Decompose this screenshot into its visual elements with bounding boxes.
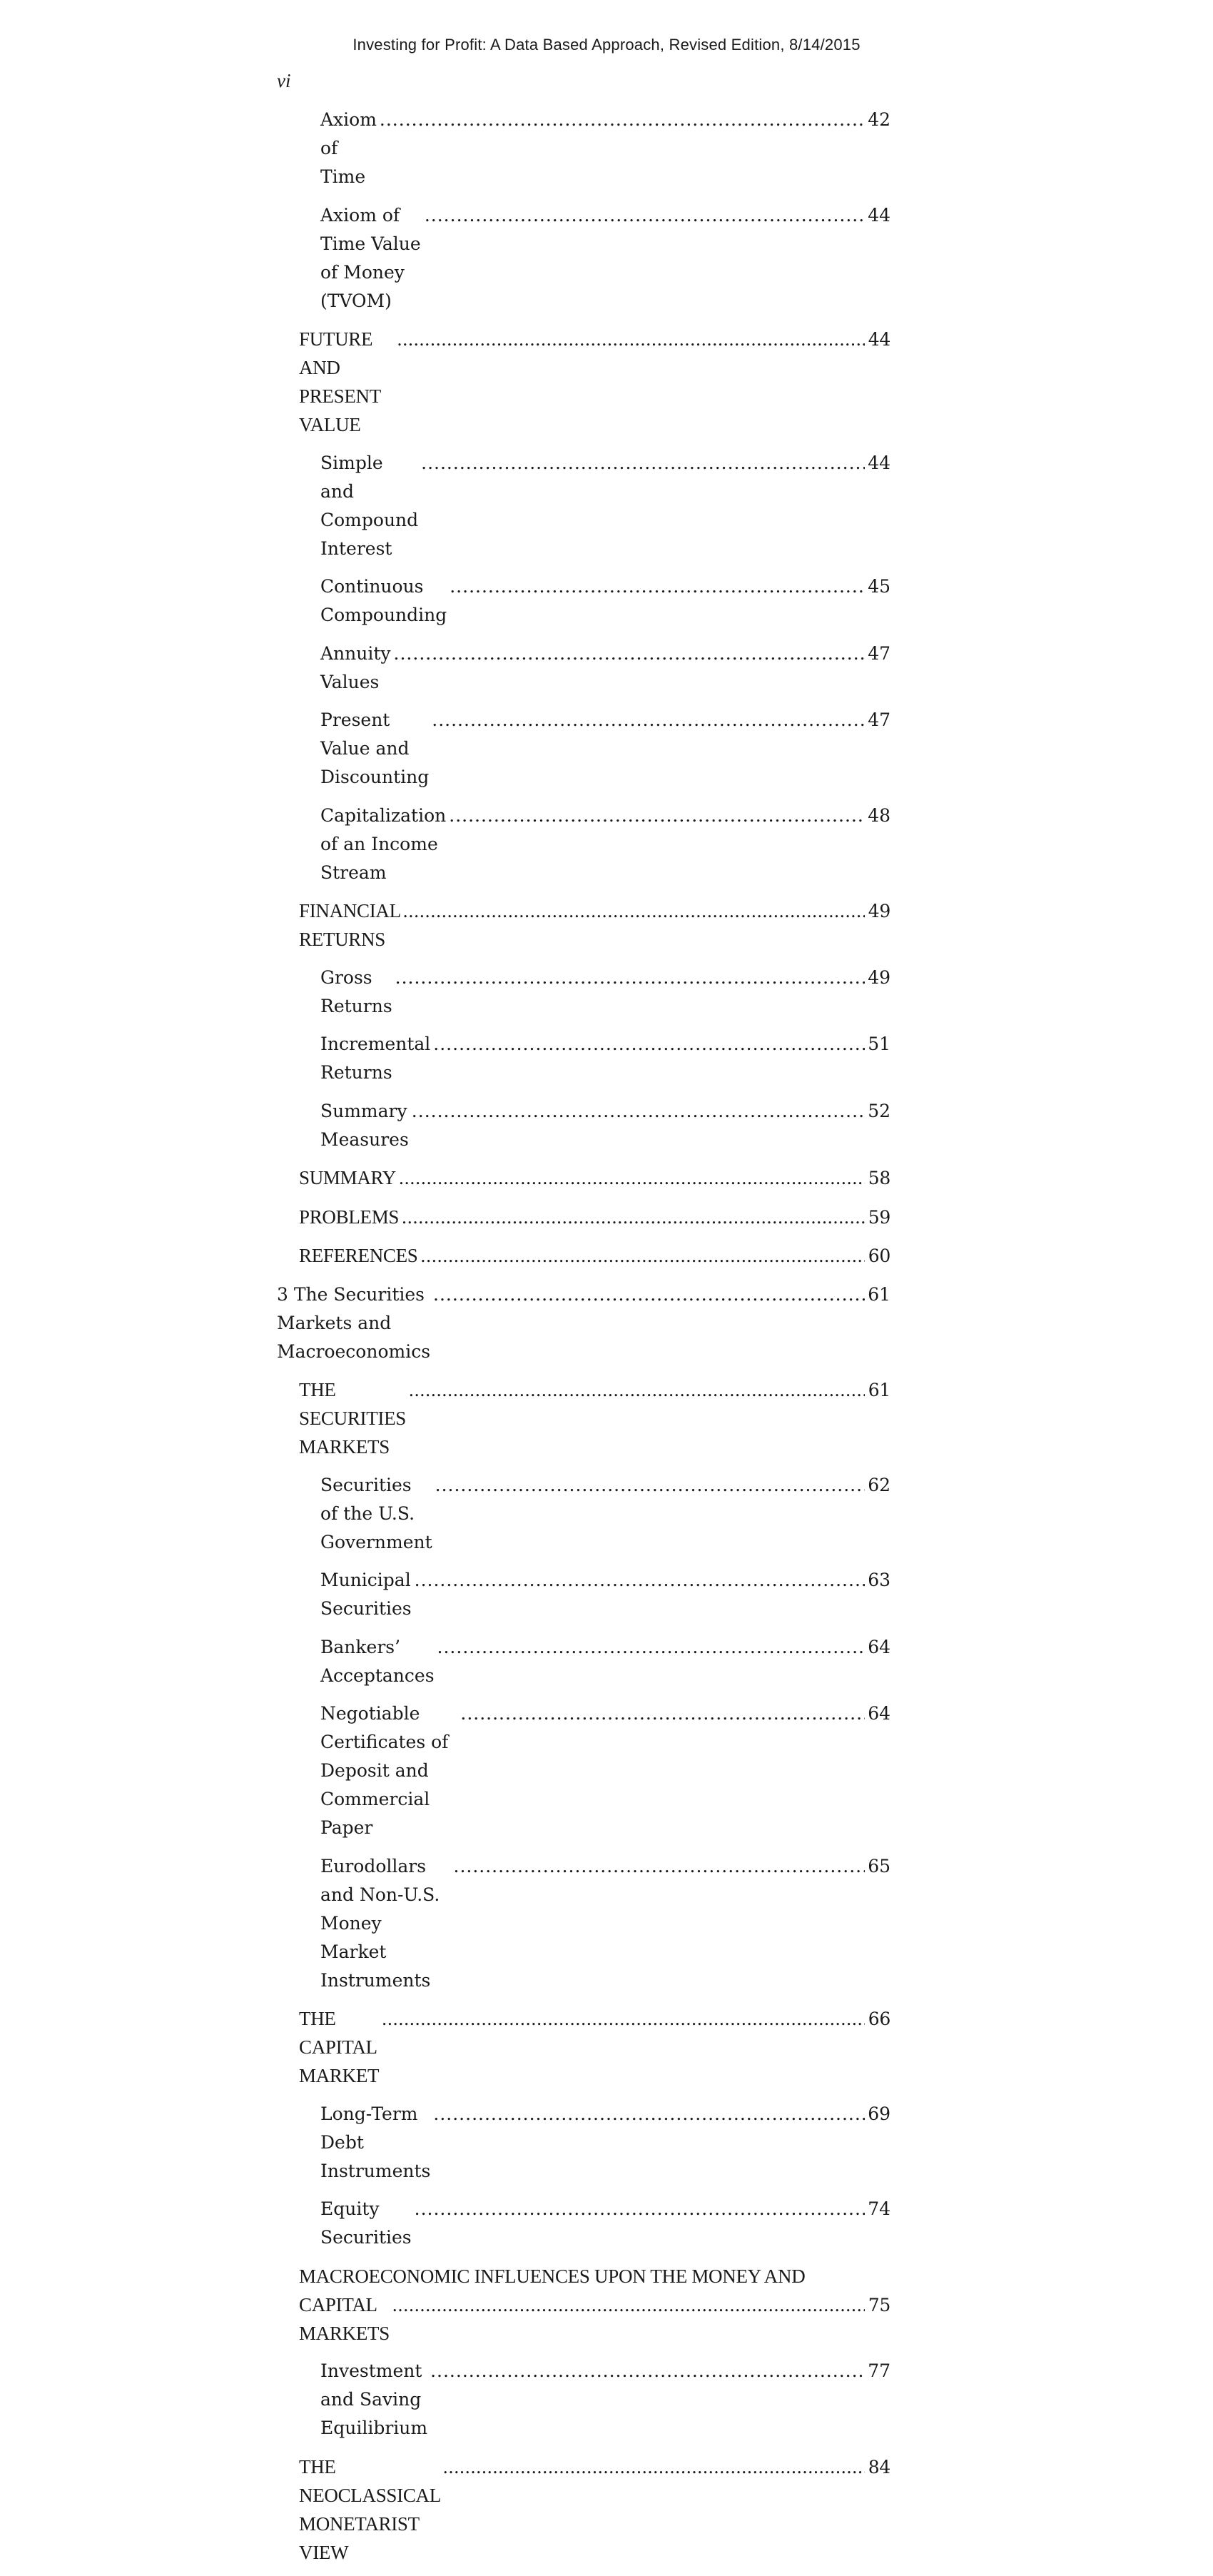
toc-entry-page: 48 [868, 804, 890, 826]
toc-entry[interactable] [277, 1163, 890, 1193]
toc-entry[interactable] [277, 1699, 890, 1842]
toc-entry[interactable] [277, 449, 890, 563]
dot-leader [395, 964, 865, 992]
toc-entry-page: 44 [868, 452, 890, 473]
toc-entry[interactable] [277, 1241, 890, 1271]
toc-entry-title: Axiom of Time [320, 109, 377, 187]
dot-leader [380, 106, 865, 134]
toc-entry-title: Investment and Saving Equilibrium [320, 2360, 428, 2438]
toc-entry[interactable] [277, 896, 890, 954]
toc-entry[interactable] [277, 2100, 890, 2186]
toc-entry-title: THE NEOCLASSICAL MONETARIST VIEW [299, 2455, 440, 2563]
toc-entry-page: 42 [868, 109, 890, 130]
toc-entry-title: SUMMARY [299, 1167, 396, 1188]
toc-entry-title: Municipal Securities [320, 1570, 412, 1619]
toc-entry[interactable] [277, 706, 890, 792]
dot-leader [421, 1241, 865, 1270]
dot-leader [433, 2100, 865, 2128]
dot-leader [402, 1203, 865, 1231]
toc-entry-title: Continuous Compounding [320, 576, 447, 625]
toc-entry-title: Negotiable Certificates of Deposit and Commercial Paper [320, 1703, 449, 1838]
toc-entry-page: 61 [868, 1283, 890, 1305]
toc-entry-title: PROBLEMS [299, 1206, 400, 1228]
dot-leader [421, 449, 865, 478]
toc-entry-page: 58 [868, 1168, 890, 1188]
toc-entry-title: Eurodollars and Non-U.S. Money Market Instruments [320, 1855, 440, 1991]
toc-entry-page: 84 [868, 2456, 890, 2477]
dot-leader [433, 1281, 865, 1309]
toc-entry[interactable] [277, 1097, 890, 1154]
toc-entry-title: Summary Measures [320, 1100, 409, 1150]
dot-leader [412, 1097, 865, 1126]
dot-leader [382, 2004, 865, 2033]
toc-entry[interactable] [277, 2004, 890, 2090]
toc-entry[interactable] [277, 1375, 890, 1461]
toc-entry-title: Simple and Compound Interest [320, 452, 419, 559]
toc-entry-title: Bankers’ Acceptances [320, 1636, 435, 1686]
toc-entry[interactable] [277, 964, 890, 1021]
toc-entry-page: 47 [868, 709, 890, 730]
toc-entry-page: 44 [868, 329, 890, 350]
dot-leader [409, 1375, 865, 1404]
toc-entry-page: 44 [868, 204, 890, 226]
toc-entry[interactable] [277, 106, 890, 191]
toc-entry-page: 66 [868, 2009, 890, 2029]
toc-entry-page: 51 [868, 1034, 890, 1054]
toc-entry[interactable] [277, 572, 890, 630]
toc-entry-title: FINANCIAL RETURNS [299, 900, 400, 950]
toc-entry[interactable] [277, 1633, 890, 1690]
toc-entry[interactable] [277, 2453, 890, 2567]
running-header: Investing for Profit: A Data Based Approach, Revised Edition, 8/14/2015 [352, 36, 861, 54]
table-of-contents [277, 106, 890, 2576]
toc-entry-page: 49 [868, 901, 890, 921]
toc-entry[interactable] [277, 1030, 890, 1087]
toc-entry-page: 47 [868, 642, 890, 664]
toc-entry-page: 49 [868, 966, 890, 988]
toc-entry-page: 63 [868, 1570, 890, 1590]
dot-leader [432, 706, 865, 734]
toc-entry-page: 74 [868, 2198, 890, 2219]
toc-entry-title: Incremental Returns [320, 1034, 431, 1083]
dot-leader [443, 2453, 865, 2481]
page-number: vi [277, 70, 291, 91]
toc-entry[interactable] [277, 802, 890, 887]
dot-leader [394, 640, 865, 668]
toc-entry[interactable] [277, 1471, 890, 1557]
toc-entry[interactable] [277, 1852, 890, 1995]
toc-entry-page: 52 [868, 1100, 890, 1121]
toc-entry-title: CAPITAL MARKETS [299, 2293, 390, 2344]
toc-entry[interactable] [277, 2195, 890, 2252]
toc-entry[interactable] [277, 201, 890, 315]
dot-leader [430, 2357, 865, 2385]
toc-entry-title: Long-Term Debt Instruments [320, 2103, 431, 2181]
dot-leader [399, 1163, 865, 1192]
toc-entry-page: 64 [868, 1703, 890, 1724]
toc-entry[interactable] [277, 1203, 890, 1232]
dot-leader [425, 201, 865, 230]
toc-entry-title: Capitalization of an Income Stream [320, 804, 447, 883]
dot-leader [415, 2195, 865, 2223]
dot-leader [435, 1471, 865, 1500]
toc-entry-page: 75 [868, 2294, 890, 2315]
toc-entry-title-line: MACROECONOMIC INFLUENCES UPON THE MONEY AND [299, 2265, 806, 2287]
dot-leader [437, 1633, 865, 1662]
toc-entry-title: Present Value and Discounting [320, 709, 430, 787]
toc-entry-title: REFERENCES [299, 1245, 418, 1266]
toc-entry-page: 64 [868, 1636, 890, 1657]
toc-entry-title: Gross Returns [320, 966, 392, 1016]
toc-entry-page: 60 [868, 1246, 890, 1266]
dot-leader [415, 1566, 865, 1595]
toc-entry-page: 62 [868, 1474, 890, 1495]
toc-entry[interactable] [277, 2290, 890, 2348]
toc-entry-title: Annuity Values [320, 642, 391, 692]
toc-entry-title: Equity Securities [320, 2198, 412, 2248]
toc-entry-page: 69 [868, 2103, 890, 2124]
dot-leader [449, 802, 865, 830]
toc-entry-page: 59 [868, 1206, 890, 1228]
toc-entry-page: 65 [868, 1855, 890, 1877]
dot-leader [433, 1030, 865, 1059]
toc-entry[interactable] [277, 1281, 890, 1366]
toc-entry-page: 77 [868, 2360, 890, 2381]
dot-leader [392, 2290, 865, 2319]
toc-entry-title: THE CAPITAL MARKET [299, 2008, 380, 2086]
dot-leader [454, 1852, 866, 1881]
dot-leader [397, 325, 865, 353]
toc-entry-title: THE SECURITIES MARKETS [299, 1379, 407, 1458]
toc-entry-title: Axiom of Time Value of Money (TVOM) [320, 204, 421, 311]
toc-entry[interactable] [277, 1566, 890, 1623]
toc-entry[interactable] [277, 325, 890, 439]
toc-entry-page: 45 [868, 576, 890, 597]
dot-leader [460, 1699, 865, 1728]
toc-entry[interactable] [277, 640, 890, 697]
toc-entry-title: Securities of the U.S. Government [320, 1474, 432, 1552]
toc-entry-title: FUTURE AND PRESENT VALUE [299, 328, 381, 435]
dot-leader [403, 896, 865, 925]
toc-entry-page: 61 [868, 1380, 890, 1400]
dot-leader [450, 572, 865, 601]
toc-entry[interactable] [277, 2357, 890, 2443]
toc-entry-title: 3 The Securities Markets and Macroeconomics [277, 1283, 431, 1362]
